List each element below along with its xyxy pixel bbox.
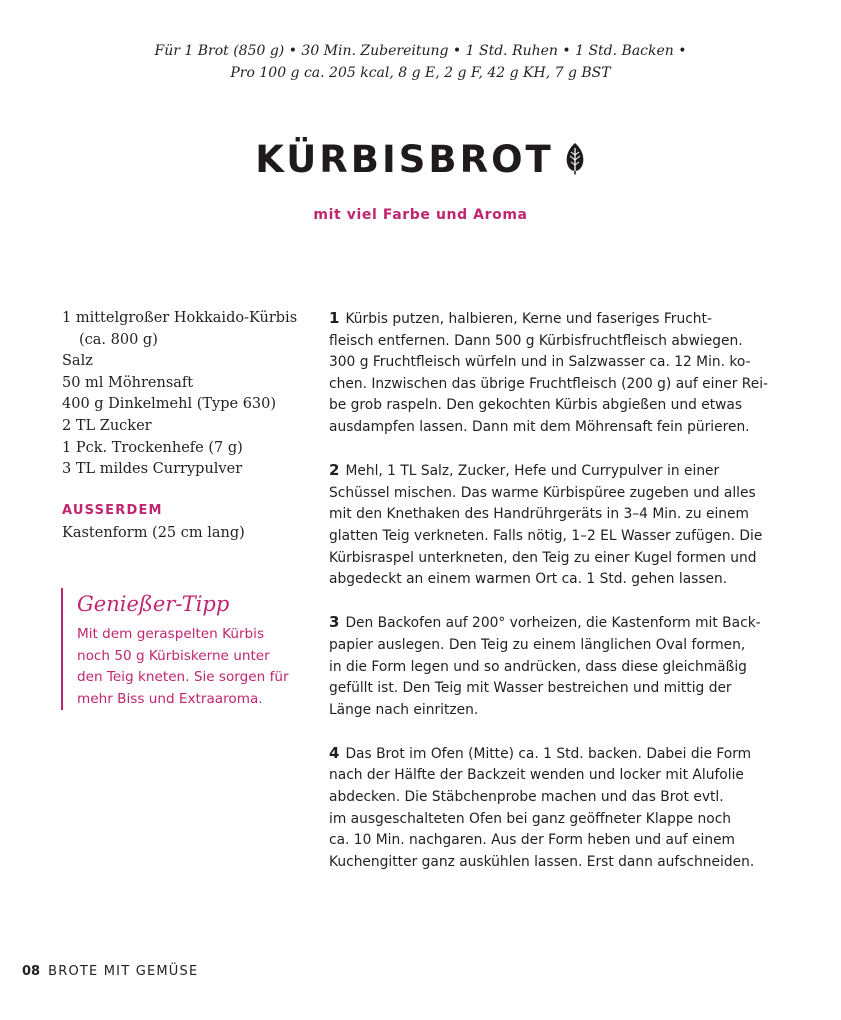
step-line: glatten Teig verkneten. Falls nötig, 1–2 EL Wasser zufügen. Die — [329, 527, 763, 544]
ingredient-item: 2 TL Zucker — [62, 417, 152, 434]
step-line: Das Brot im Ofen (Mitte) ca. 1 Std. backen. Dabei die Form — [345, 745, 752, 762]
ingredient-item: 1 Pck. Trockenhefe (7 g) — [62, 439, 243, 456]
tip-heading: Genießer-Tipp — [77, 592, 230, 616]
step-line: papier auslegen. Den Teig zu einem länglichen Oval formen, — [329, 636, 746, 653]
step-line: im ausgeschalteten Ofen bei ganz geöffneter Klappe noch — [329, 810, 732, 827]
ingredient-item: (ca. 800 g) — [79, 331, 158, 348]
step-4 — [329, 743, 769, 874]
step-number: 4 — [329, 743, 340, 762]
step-line: fleisch entfernen. Dann 500 g Kürbisfruchtfleisch abwiegen. — [329, 332, 743, 349]
step-number: 3 — [329, 613, 340, 632]
tip-line: mehr Biss und Extraaroma. — [77, 690, 263, 707]
step-line: abdecken. Die Stäbchenprobe machen und das Brot evtl. — [329, 789, 724, 806]
step-line: chen. Inzwischen das übrige Fruchtfleisch (200 g) auf einer Rei- — [329, 375, 769, 392]
step-line: gefüllt ist. Den Teig mit Wasser bestreichen und mittig der — [329, 680, 732, 697]
recipe-meta — [0, 40, 841, 84]
section-title: BROTE MIT GEMÜSE — [48, 964, 199, 979]
step-line: mit den Knethaken des Handrührgeräts in 3–4 Min. zu einem — [329, 506, 749, 523]
ingredient-item: 50 ml Möhrensaft — [62, 374, 194, 391]
recipe-subtitle: mit viel Farbe und Aroma — [313, 207, 528, 223]
extra-heading: AUSSERDEM — [62, 503, 163, 518]
page-footer — [22, 964, 198, 979]
meta-line-1: Für 1 Brot (850 g) • 30 Min. Zubereitung • 1 Std. Ruhen • 1 Std. Backen • — [154, 43, 687, 59]
step-3 — [329, 612, 769, 721]
preparation-steps — [329, 308, 769, 895]
step-line: Kürbis putzen, halbieren, Kerne und faseriges Frucht- — [345, 311, 712, 327]
step-line: 300 g Fruchtfleisch würfeln und in Salzwasser ca. 12 Min. ko- — [329, 354, 751, 371]
title-text: KÜRBISBROT — [255, 138, 554, 181]
step-number: 2 — [329, 461, 340, 480]
step-line: ca. 10 Min. nachgaren. Aus der Form heben und auf einem — [329, 832, 735, 849]
step-line: Schüssel mischen. Das warme Kürbispüree zugeben und alles — [329, 484, 756, 501]
tip-body — [77, 624, 313, 710]
leaf-icon — [564, 141, 586, 175]
step-line: be grob raspeln. Den gekochten Kürbis abgießen und etwas — [329, 397, 743, 414]
extra-item: Kastenform (25 cm lang) — [62, 525, 245, 541]
page-number: 08 — [22, 964, 41, 979]
step-line: Länge nach einritzen. — [329, 701, 479, 718]
step-line: in die Form legen und so andrücken, dass diese gleichmäßig — [329, 658, 747, 675]
ingredient-item: 3 TL mildes Currypulver — [62, 461, 243, 478]
tip-line: den Teig kneten. Sie sorgen für — [77, 669, 289, 686]
step-line: ausdampfen lassen. Dann mit dem Möhrensaft fein pürieren. — [329, 418, 750, 435]
step-number: 1 — [329, 309, 340, 327]
step-line: abgedeckt an einem warmen Ort ca. 1 Std. gehen lassen. — [329, 571, 728, 588]
recipe-title — [0, 138, 841, 181]
step-line: nach der Hälfte der Backzeit wenden und locker mit Alufolie — [329, 767, 744, 784]
step-line: Kuchengitter ganz auskühlen lassen. Erst dann aufschneiden. — [329, 853, 755, 870]
meta-line-2: Pro 100 g ca. 205 kcal, 8 g E, 2 g F, 42 g KH, 7 g BST — [230, 65, 611, 81]
step-line: Den Backofen auf 200° vorheizen, die Kastenform mit Back- — [345, 615, 761, 632]
tip-box — [61, 588, 311, 710]
tip-line: Mit dem geraspelten Kürbis — [77, 626, 265, 642]
step-line: Mehl, 1 TL Salz, Zucker, Hefe und Currypulver in einer — [345, 463, 720, 480]
step-line: Kürbisraspel unterkneten, den Teig zu einer Kugel formen und — [329, 549, 757, 566]
ingredient-list — [62, 308, 312, 481]
step-1 — [329, 308, 769, 439]
ingredient-item: 400 g Dinkelmehl (Type 630) — [62, 396, 277, 413]
ingredient-item: Salz — [62, 353, 93, 370]
step-2 — [329, 460, 769, 591]
ingredient-item: 1 mittelgroßer Hokkaido-Kürbis — [62, 310, 298, 326]
tip-line: noch 50 g Kürbiskerne unter — [77, 647, 270, 664]
